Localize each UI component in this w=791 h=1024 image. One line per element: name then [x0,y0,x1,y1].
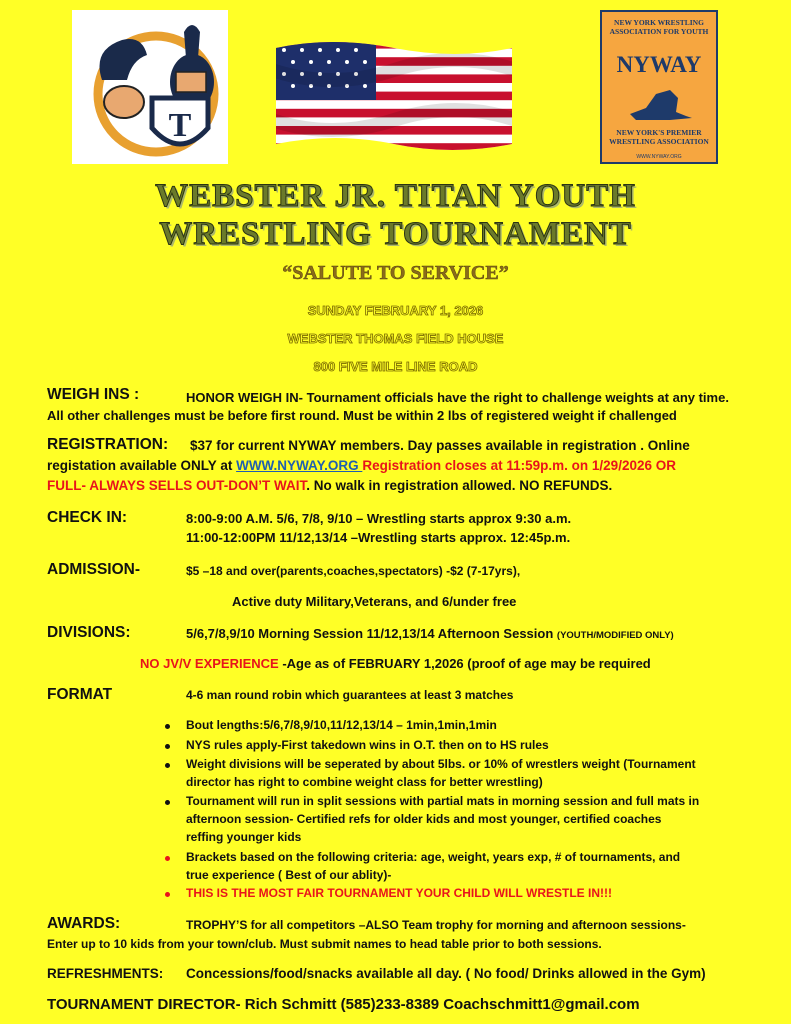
registration-label [47,436,168,454]
format-bullet-4-cont: afternoon session- Certified refs for older kids and most younger, certified coaches [186,812,662,826]
director-row [47,996,640,1013]
nyway-logo [600,10,718,164]
format-bullet-4: Tournament will run in split sessions with partial mats in morning session and full mats in [186,794,700,808]
weigh-ins-text-3: Must be within 2 lbs of registered weight if challenged [339,408,677,423]
weigh-ins-row [47,386,139,404]
nyway-bottom-text: NEW YORK'S PREMIER WRESTLING ASSOCIATION [609,128,709,146]
divisions-label: DIVISIONS: [47,624,131,641]
awards-label: AWARDS: [47,915,121,932]
format-bullet-3: Weight divisions will be seperated by about 5lbs. or 10% of wrestlers weight (Tournament [186,757,696,771]
nyway-top-text: NEW YORK WRESTLING ASSOCIATION FOR YOUTH [609,18,709,36]
registration-deadline: Registration closes at 11:59p.m. on 1/29/2026 OR [362,458,676,473]
director-label: TOURNAMENT DIRECTOR- [47,996,241,1013]
check-in-line-2: 11:00-12:00PM 11/12,13/14 –Wrestling starts approx. 12:45p.m. [186,530,571,545]
format-bullet-6: THIS IS THE MOST FAIR TOURNAMENT YOUR CHILD WILL WRESTLE IN!!! [186,886,612,900]
refreshments-label: REFRESHMENTS: [47,966,164,981]
refreshments-text: Concessions/food/snacks available all day. ( No food/ Drinks allowed in the Gym) [186,966,706,981]
divisions-text: 5/6,7/8,9/10 Morning Session 11/12,13/14 Afternoon Session [186,626,554,641]
registration-row-2 [47,458,676,473]
divisions-age-note: -Age as of FEBRUARY 1,2026 (proof of age may be required [278,656,651,671]
weigh-ins-text-2: All other challenges must be before first round. [47,408,340,423]
event-date: SUNDAY FEBRUARY 1, 2026 [307,303,484,318]
admission-line-1: $5 –18 and over(parents,coaches,spectators) -$2 (7-17yrs), [186,564,521,578]
format-bullet-1: Bout lengths:5/6,7/8,9/10,11/12,13/14 – 1min,1min,1min [186,718,497,732]
check-in-line-1: 8:00-9:00 A.M. 5/6, 7/8, 9/10 – Wrestling starts approx 9:30 a.m. [186,511,572,526]
title-line-2: WRESTLING TOURNAMENT [159,216,632,252]
registration-text-3: . No walk in registration allowed. NO REFUNDS. [306,478,613,493]
nyway-url: WWW.NYWAY.ORG [636,154,682,160]
weigh-ins-text-1: HONOR WEIGH IN- Tournament officials have the right to challenge weights at any time. [186,390,729,405]
divisions-row [186,626,674,641]
format-label: FORMAT [47,686,113,703]
event-address: 800 FIVE MILE LINE ROAD [313,359,478,374]
titan-mascot-icon [72,10,228,164]
shield-letter: T [168,107,192,144]
format-text: 4-6 man round robin which guarantees at least 3 matches [186,688,514,702]
american-flag-icon [272,40,516,152]
format-bullet-5-cont: true experience ( Best of our ablity)- [186,868,392,882]
event-venue: WEBSTER THOMAS FIELD HOUSE [287,331,504,346]
registration-sellout: FULL- ALWAYS SELLS OUT-DON’T WAIT [47,478,307,493]
format-bullet-5: Brackets based on the following criteria: age, weight, years exp, # of tournaments, and [186,850,681,864]
nyway-link[interactable]: WWW.NYWAY.ORG [236,458,363,473]
director-contact: Rich Schmitt (585)233-8389 Coachschmitt1@gmail.com [240,996,640,1013]
registration-text-2: registation available ONLY at [47,458,237,473]
new-york-state-icon [626,84,696,124]
nyway-acronym: NYWAY [616,52,702,77]
divisions-row-2 [140,656,651,671]
subtitle: “SALUTE TO SERVICE” [282,262,509,284]
title-line-1: WEBSTER JR. TITAN YOUTH [155,178,636,214]
weigh-ins-label: WEIGH INS : [47,386,140,403]
awards-line-1: TROPHY’S for all competitors –ALSO Team trophy for morning and afternoon sessions- [186,918,686,932]
check-in-label: CHECK IN: [47,509,128,526]
no-jv-experience: NO JV/V EXPERIENCE [140,656,279,671]
refreshments-row [47,966,163,981]
registration-text-1: $37 for current NYWAY members. Day passes available in registration . Online [190,438,690,453]
awards-line-2: Enter up to 10 kids from your town/club. Must submit names to head table prior to both sessions. [47,937,602,951]
divisions-note: (YOUTH/MODIFIED ONLY) [556,630,674,641]
format-bullet-3-cont: director has right to combine weight class for better wrestling) [186,775,543,789]
weigh-ins-row-2 [47,408,677,423]
admission-label: ADMISSION- [47,561,140,578]
registration-row-3 [47,478,612,493]
format-bullet-2: NYS rules apply-First takedown wins in O.T. then on to HS rules [186,738,549,752]
registration-heading: REGISTRATION: [47,436,169,453]
admission-line-2: Active duty Military,Veterans, and 6/under free [232,594,517,609]
titan-mascot-logo [72,10,228,164]
format-bullet-4-cont-2: reffing younger kids [186,830,302,844]
